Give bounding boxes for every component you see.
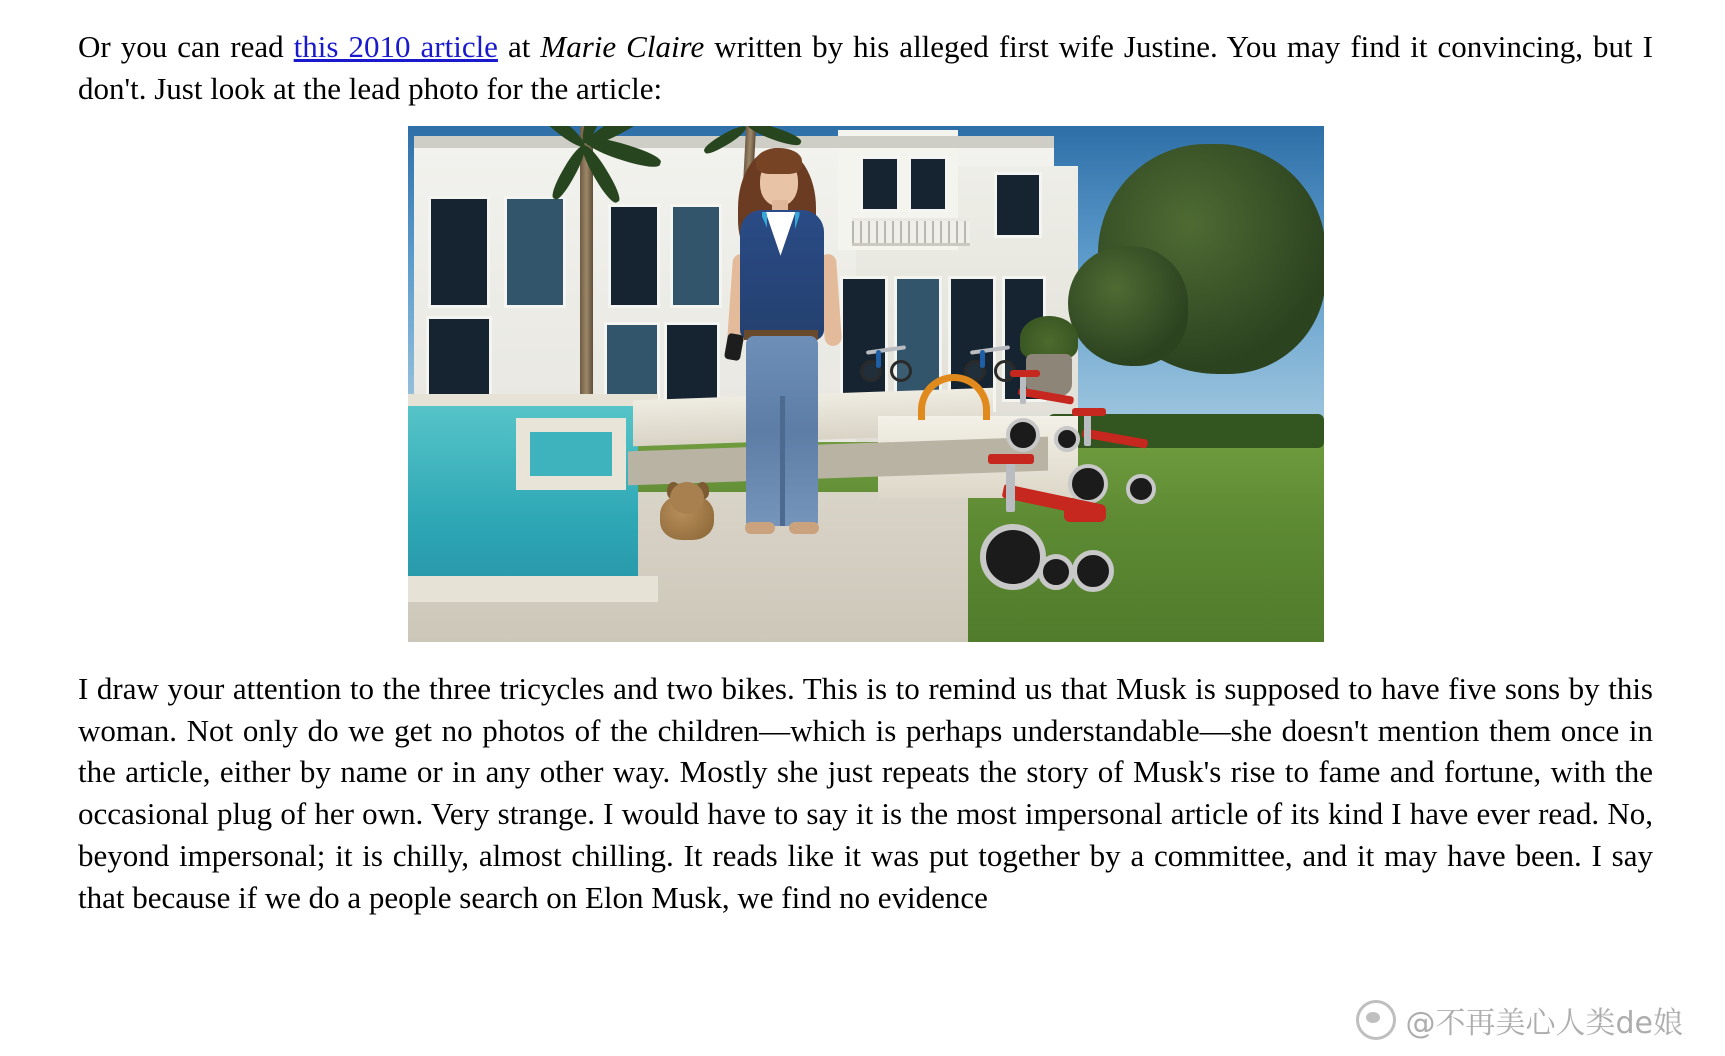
window xyxy=(428,196,490,308)
bike-wheel xyxy=(890,360,912,382)
paragraph-commentary: I draw your attention to the three tricycles and two bikes. This is to remind us that Musk is supposed to have five sons by this woman. Not only do we get no photos of the children—which is perhaps understandable—she doesn't mention them once in the article, either by name or in any other way. Mostly she just repeats the story of Musk's rise to fame and fortune, with the occasional plug of her own. Very strange. I would have to say it is the most impersonal article of its kind I have ever read. No, beyond impersonal; it is chilly, almost chilling. It reads like it was put together by a committee, and it may have been. I say that because if we do a people search on Elon Musk, we find no evidence xyxy=(78,670,1653,915)
pool-coping xyxy=(408,576,658,602)
figure-container xyxy=(78,126,1653,642)
window xyxy=(608,204,660,308)
trike-handlebar xyxy=(1010,370,1040,377)
article-link[interactable]: this 2010 article xyxy=(293,29,498,64)
trike-wheel xyxy=(1006,418,1040,452)
paragraph-intro-after-link: at xyxy=(497,29,541,64)
trike-wheel xyxy=(1054,426,1080,452)
trike-handlebar xyxy=(988,454,1034,464)
window xyxy=(908,156,948,212)
window xyxy=(670,204,722,308)
spa xyxy=(516,418,626,490)
window xyxy=(504,196,566,308)
trike-handlebar xyxy=(1084,412,1091,446)
trike-handlebar xyxy=(1072,408,1106,416)
bike-frame xyxy=(876,350,881,368)
trike-handlebar xyxy=(1020,374,1026,404)
balcony-railing xyxy=(852,218,970,246)
trike-wheel xyxy=(1072,550,1114,592)
trike-seat xyxy=(1064,504,1106,522)
woman-shoe xyxy=(745,522,775,534)
woman-hair-front xyxy=(756,148,802,174)
paragraph-intro-rest: written by his alleged first wife Justine. You may find it convincing, but I don't. Just look at the lead photo for the article: xyxy=(78,29,1654,106)
window xyxy=(994,172,1042,238)
trike-wheel xyxy=(980,524,1046,590)
lead-photo xyxy=(408,126,1324,642)
trike-handlebar xyxy=(1006,460,1015,512)
bike-frame xyxy=(980,350,985,368)
watermark-handle: @不再美心人类de娘 xyxy=(1405,1006,1683,1041)
trike-wheel xyxy=(1126,474,1156,504)
publication-name: Marie Claire xyxy=(540,29,705,64)
paragraph-intro-before-link: Or you can read xyxy=(78,29,294,64)
window xyxy=(860,156,900,212)
woman-jeans-seam xyxy=(780,396,785,526)
trike-wheel xyxy=(1038,554,1074,590)
dog-head xyxy=(670,482,704,514)
woman-shoe xyxy=(789,522,819,534)
paragraph-intro xyxy=(78,26,1653,110)
